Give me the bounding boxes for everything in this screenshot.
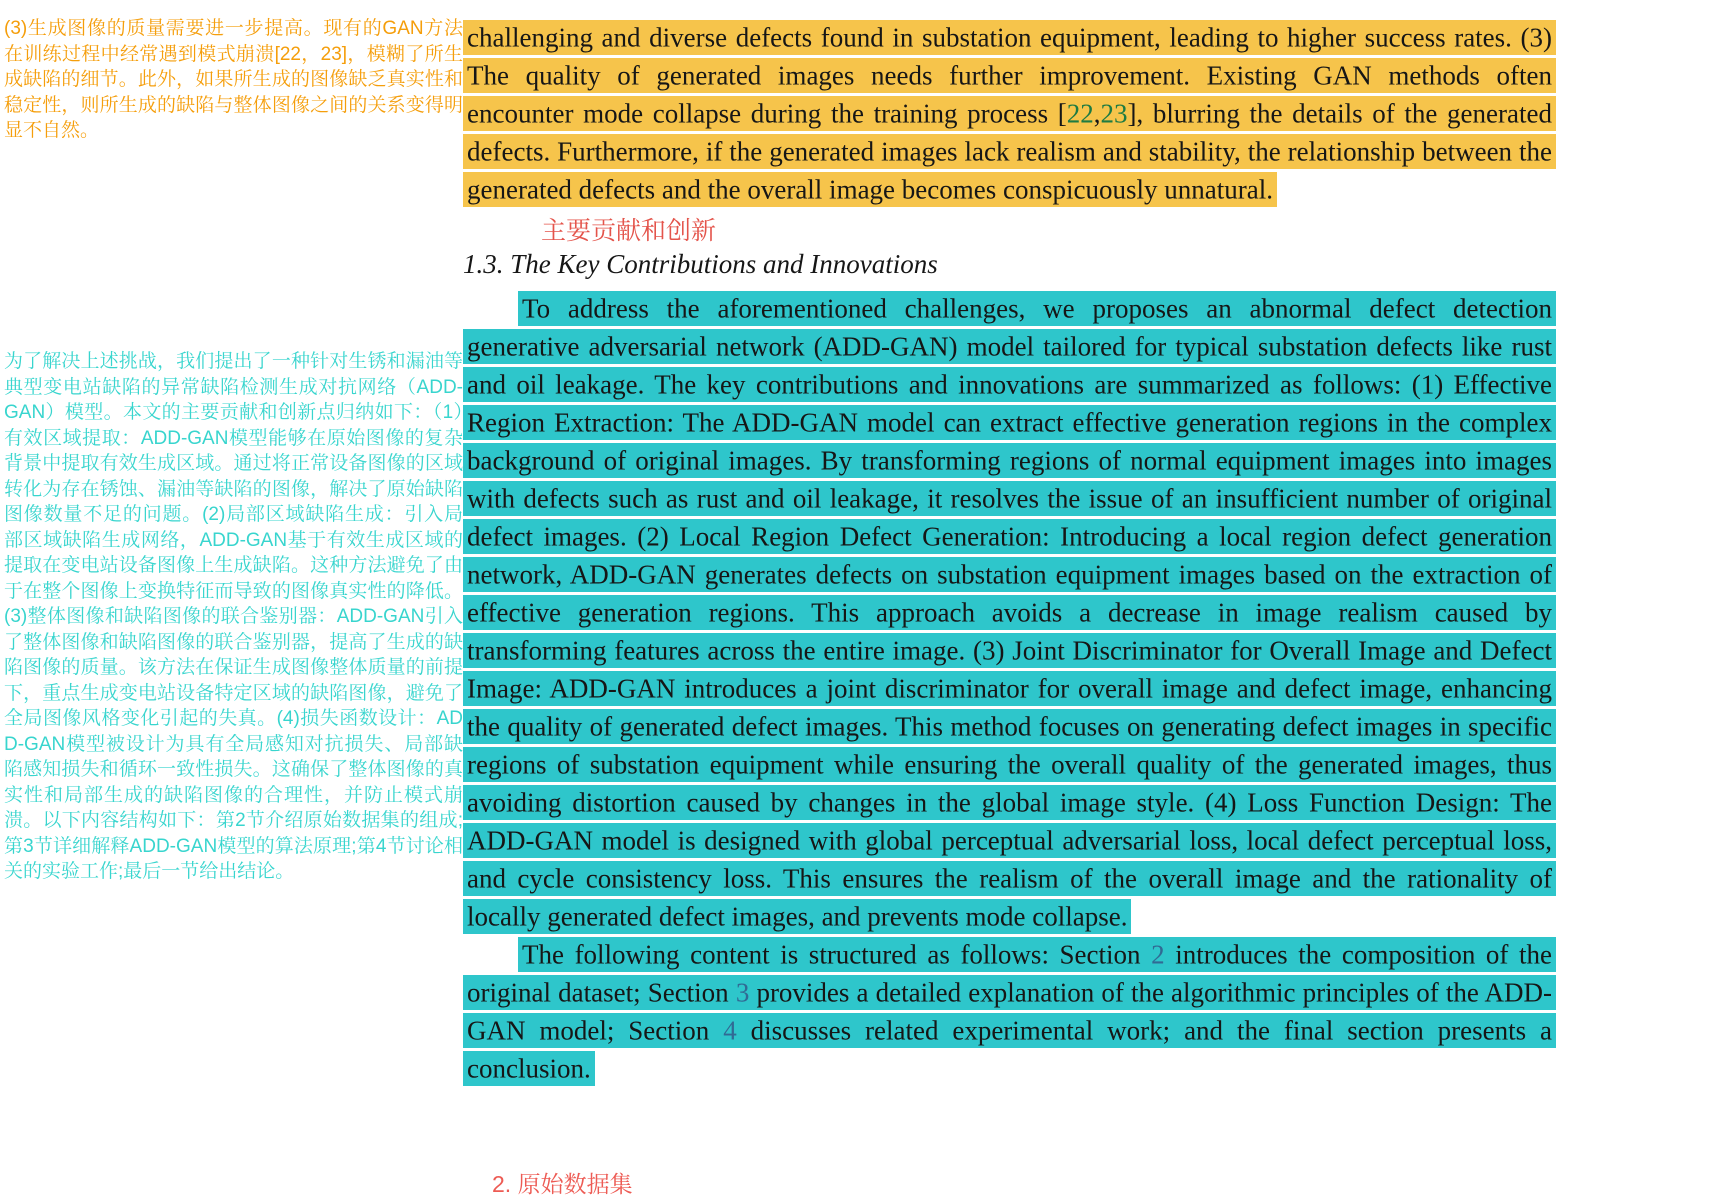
cyan-highlight-span bbox=[463, 291, 1556, 934]
section-link[interactable]: 3 bbox=[735, 977, 750, 1007]
next-section-heading-cutoff: 2. 原始数据集 bbox=[492, 1171, 633, 1197]
section-heading-1-3: 1.3. The Key Contributions and Innovations bbox=[463, 249, 938, 279]
text-run: To address the aforementioned challenges, we proposes an abnormal defect detection generative adversarial network (ADD-GAN) model tailored for typical substation defects like rust and oil leakage. The key contributions and innovations are summarized as follows: (1) Effective Region Extraction: The ADD-GAN model can extract effective generation regions in the complex background of original images. By transforming regions of normal equipment images into images with defects such as rust and oil leakage, it resolves the issue of an insufficient number of original defect images. (2) Local Region Defect Generation: Introducing a local region defect generation network, ADD-GAN generates defects on substation equipment images based on the extraction of effective generation regions. This approach avoids a decrease in image realism caused by transforming features across the entire image. (3) Joint Discriminator for Overall Image and Defect Image: ADD-GAN introduces a joint discriminator for overall image and defect image, enhancing the quality of generated defect images. This method focuses on generating defect images in specific regions of substation equipment while ensuring the overall quality of the generated images, thus avoiding distortion caused by changes in the global image style. (4) Loss Function Design: The ADD-GAN model is designed with global perceptual adversarial loss, local defect perceptual loss, and cycle consistency loss. This ensures the realism of the overall image and the rationality of locally generated defect images, and prevents mode collapse. bbox=[467, 293, 1552, 931]
text-run: introduces the composition of the original dataset; Section bbox=[467, 939, 1553, 1007]
paragraph-contributions-highlighted bbox=[463, 289, 1556, 935]
text-run: discusses related experimental work; and the final section presents a conclusion. bbox=[467, 1015, 1552, 1083]
text-run: provides a detailed explanation of the algorithmic principles of the ADD-GAN model; Section bbox=[467, 977, 1552, 1045]
annotation-translation-contributions: 为了解决上述挑战，我们提出了一种针对生锈和漏油等典型变电站缺陷的异常缺陷检测生成对抗网络（ADD-GAN）模型。本文的主要贡献和创新点归纳如下：（1）有效区域提取：ADD-GAN模型能够在原始图像的复杂背景中提取有效生成区域。通过将正常设备图像的区域转化为存在锈蚀、漏油等缺陷的图像，解决了原始缺陷图像数量不足的问题。(2)局部区域缺陷生成：引入局部区域缺陷生成网络，ADD-GAN基于有效生成区域的提取在变电站设备图像上生成缺陷。这种方法避免了由于在整个图像上变换特征而导致的图像真实性的降低。(3)整体图像和缺陷图像的联合鉴别器：ADD-GAN引入了整体图像和缺陷图像的联合鉴别器，提高了生成的缺陷图像的质量。该方法在保证生成图像整体质量的前提下，重点生成变电站设备特定区域的缺陷图像，避免了全局图像风格变化引起的失真。(4)损失函数设计：ADD-GAN模型被设计为具有全局感知对抗损失、局部缺陷感知损失和循环一致性损失。这确保了整体图像的真实性和局部生成的缺陷图像的合理性，并防止模式崩溃。以下内容结构如下：第2节介绍原始数据集的组成;第3节详细解释ADD-GAN模型的算法原理;第4节讨论相关的实验工作;最后一节给出结论。 bbox=[4, 351, 463, 882]
text-run: ], blurring the details of the generated defects. Furthermore, if the generated images lack realism and stability, the relationship between the generated defects and the overall image becomes conspicuously unnatural. bbox=[467, 98, 1552, 204]
citation-link[interactable]: 22 bbox=[1066, 98, 1094, 128]
citation-link[interactable]: 23 bbox=[1100, 98, 1128, 128]
translated-section-heading: 主要贡献和创新 bbox=[541, 217, 717, 245]
paper-text-column bbox=[463, 18, 1556, 1087]
text-run: challenging and diverse defects found in substation equipment, leading to higher success rates. (3) The quality of generated images needs further improvement. Existing GAN methods often encounter mode collapse during the training process [ bbox=[467, 22, 1552, 128]
paragraph-structure-highlighted bbox=[463, 935, 1556, 1087]
cyan-highlight-span bbox=[463, 937, 1556, 1086]
paragraph-challenges-highlighted bbox=[463, 18, 1556, 208]
section-link[interactable]: 4 bbox=[723, 1015, 737, 1045]
orange-highlight-span bbox=[463, 20, 1556, 207]
annotation-translation-challenges: (3)生成图像的质量需要进一步提高。现有的GAN方法在训练过程中经常遇到模式崩溃[22，23]，模糊了所生成缺陷的细节。此外，如果所生成的图像缺乏真实性和稳定性，则所生成的缺陷与整体图像之间的关系变得明显不自然。 bbox=[4, 18, 463, 141]
text-run: , bbox=[1093, 98, 1101, 128]
text-run: The following content is structured as follows: Section bbox=[522, 939, 1152, 969]
section-link[interactable]: 2 bbox=[1151, 939, 1165, 969]
